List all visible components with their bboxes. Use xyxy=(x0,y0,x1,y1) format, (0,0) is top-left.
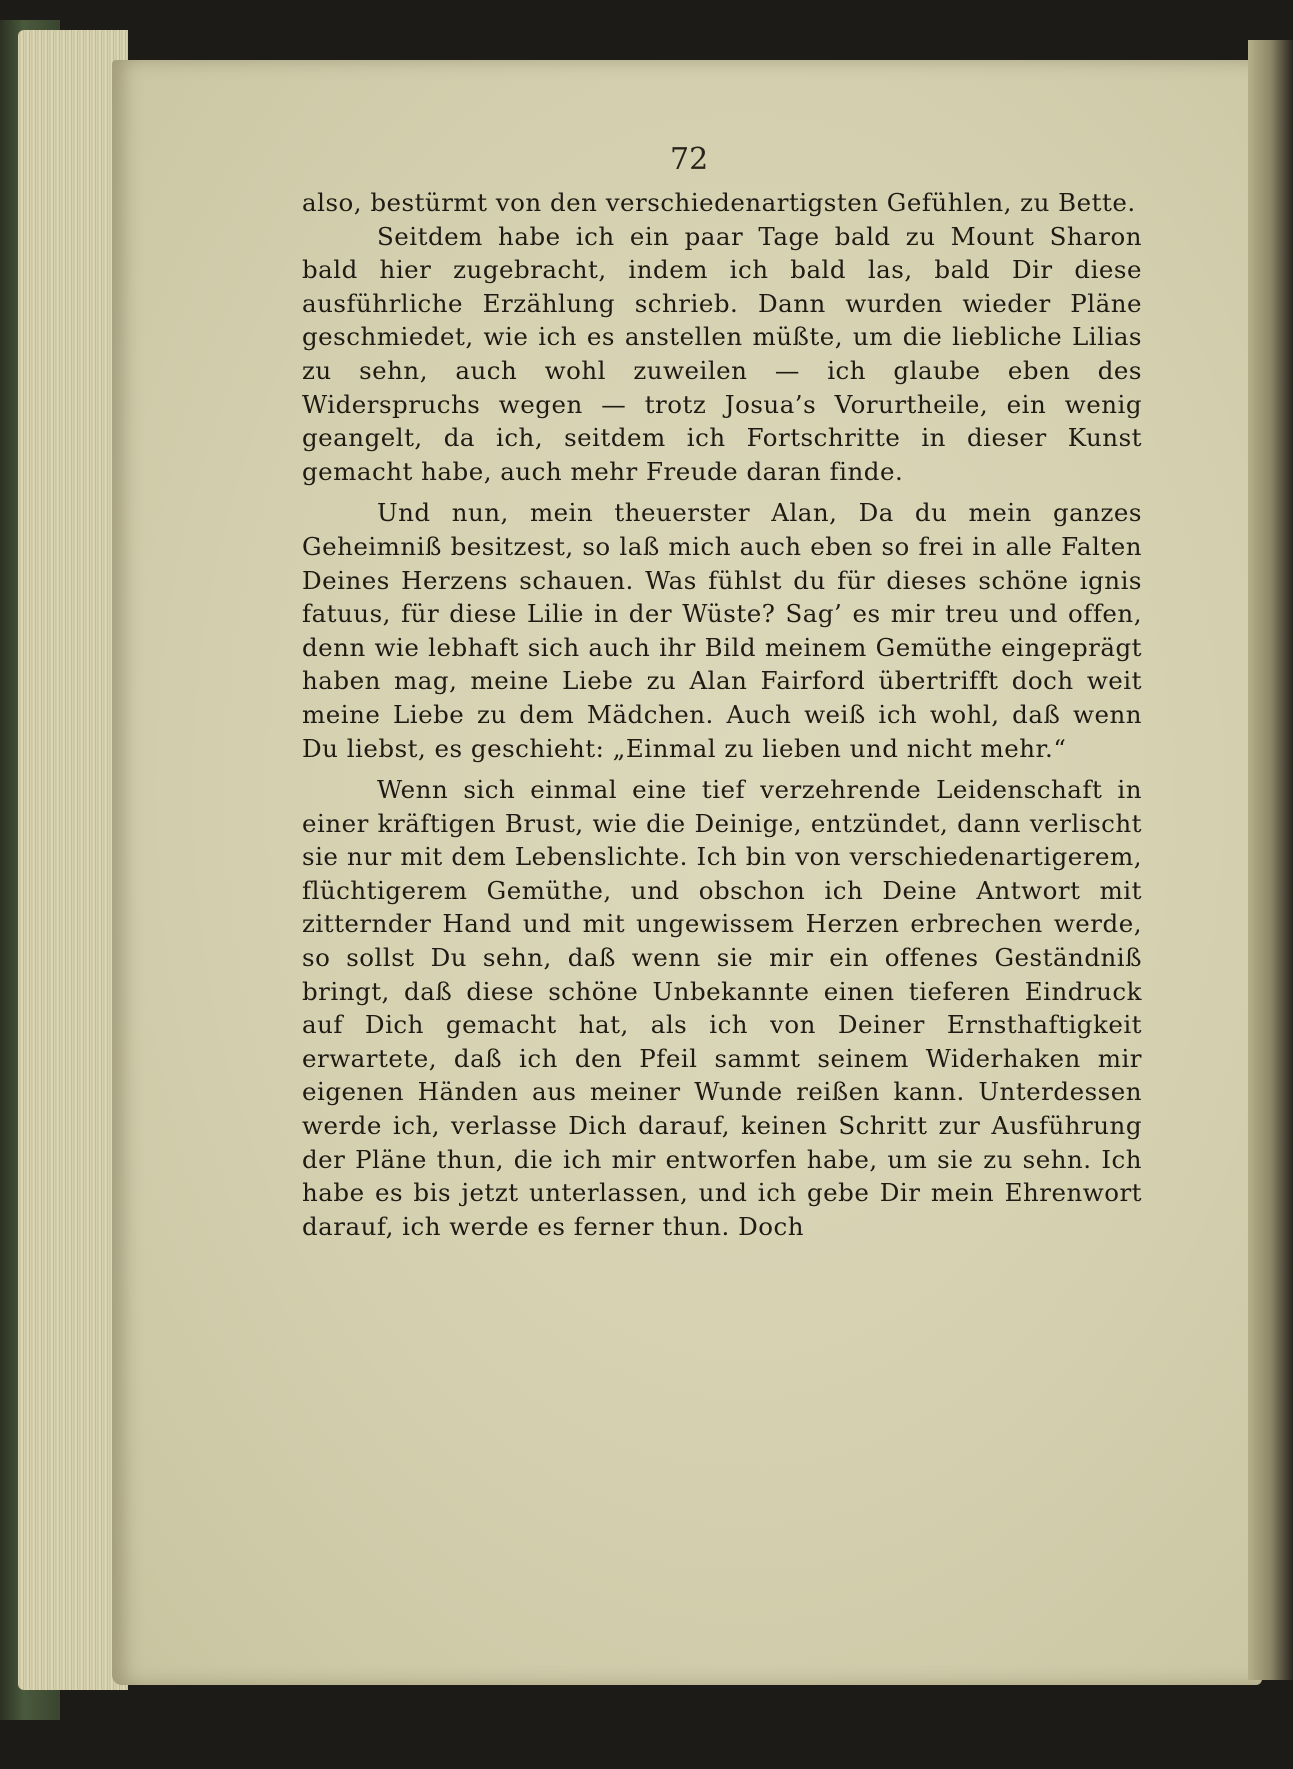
page-number: 72 xyxy=(670,142,709,177)
paragraph-3: Und nun, mein theuerster Alan, Da du mein ganzes Geheimniß besitzest, so laß mich auch eben so frei in alle Falten Deines Herzens schauen. Was fühlst du für dieses schöne ignis fatuus, für diese Lilie in der Wüste? Sag’ es mir treu und offen, denn wie lebhaft sich auch ihr Bild meinem Gemüthe eingeprägt haben mag, meine Liebe zu Alan Fairford übertrifft doch weit meine Liebe zu dem Mädchen. Auch weiß ich wohl, daß wenn Du liebst, es geschieht: „Einmal zu lieben und nicht mehr.“ xyxy=(302,498,1142,763)
page-text xyxy=(302,186,1142,1251)
paragraph-2: Seitdem habe ich ein paar Tage bald zu Mount Sharon bald hier zugebracht, indem ich bald las, bald Dir diese ausführliche Erzählung schrieb. Dann wurden wieder Pläne geschmiedet, wie ich es anstellen müßte, um die liebliche Lilias zu sehn, auch wohl zuweilen — ich glaube eben des Widerspruchs wegen — trotz Josua’s Vorurtheile, ein wenig geangelt, da ich, seitdem ich Fortschritte in dieser Kunst gemacht habe, auch mehr Freude daran finde. xyxy=(302,221,1142,486)
paragraph-4: Wenn sich einmal eine tief verzehrende Leidenschaft in einer kräftigen Brust, wie die Deinige, entzündet, dann verlischt sie nur mit dem Lebenslichte. Ich bin von verschiedenartigerem, flüchtigerem Gemüthe, und obschon ich Deine Antwort mit zitternder Hand und mit ungewissem Herzen erbrechen werde, so sollst Du sehn, daß wenn sie mir ein offenes Geständniß bringt, daß diese schöne Unbekannte einen tieferen Eindruck auf Dich gemacht hat, als ich von Deiner Ernsthaftigkeit erwartete, daß ich den Pfeil sammt seinem Widerhaken mir eigenen Händen aus meiner Wunde reißen kann. Unterdessen werde ich, verlasse Dich darauf, keinen Schritt zur Ausführung der Pläne thun, die ich mir entworfen habe, um sie zu sehn. Ich habe es bis jetzt unterlassen, und ich gebe Dir mein Ehrenwort darauf, ich werde es ferner thun. Doch xyxy=(302,775,1142,1241)
paragraph-1: also, bestürmt von den verschiedenartigsten Gefühlen, zu Bette. xyxy=(302,188,1136,217)
facing-page-edge xyxy=(1248,40,1293,1680)
